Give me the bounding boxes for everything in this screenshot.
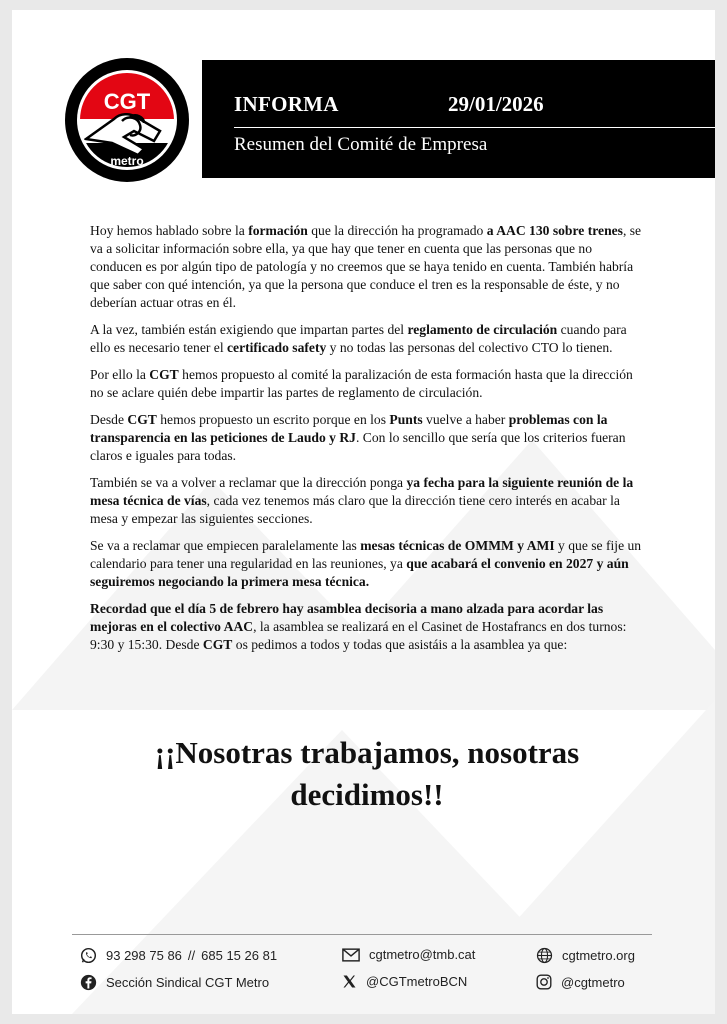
text-run: También se va a volver a reclamar que la dirección ponga: [90, 475, 407, 490]
text-run: os pedimos a todos y todas que asistáis a la asamblea ya que:: [232, 637, 568, 652]
bold-text: mesas técnicas de OMMM y AMI: [360, 538, 555, 553]
bold-text: que acabará el convenio en 2027 y aún seguiremos negociando la primera mesa técnica.: [90, 556, 629, 589]
facebook-icon: [80, 974, 97, 991]
text-run: , la asamblea se realizará en el Casinet de Hostafrancs en dos turnos: 9:30 y 15:30. Desde: [90, 619, 627, 652]
cgt-metro-logo: [64, 57, 190, 183]
footer-email: [342, 947, 475, 962]
x-twitter-icon: [342, 974, 357, 989]
instagram-link[interactable]: @cgtmetro: [561, 974, 625, 990]
bold-text: a AAC 130 sobre trenes: [486, 223, 623, 238]
bold-text: formación: [248, 223, 308, 238]
bold-text: certificado safety: [227, 340, 327, 355]
logo-brand-text: CGT: [103, 89, 151, 114]
text-run: , cada vez tenemos más claro que la dirección tiene cero interés en acabar la mesa y empezar las siguientes secciones.: [90, 493, 620, 526]
text-run: , se va a solicitar información sobre ella, ya que hay que tener en cuenta que las personas que no conducen es por algún tipo de patología y no creemos que se haya tenido en cuenta. También habría que saber con qué intención, ya que la persona que conduce el tren es la responsable de éste, y no deberían actuar otras en él.: [90, 223, 642, 310]
footer-website: [536, 947, 635, 964]
text-run: vuelve a haber: [422, 412, 509, 427]
text-run: Por ello la: [90, 367, 150, 382]
header-date: 29/01/2026: [448, 92, 544, 116]
header-divider: [234, 127, 715, 128]
footer-phones: [80, 947, 277, 964]
instagram-icon: [536, 974, 552, 990]
body-paragraph: [90, 537, 642, 591]
text-run: hemos propuesto un escrito porque en los: [156, 412, 390, 427]
footer-instagram: [536, 974, 625, 990]
header-banner: [202, 60, 715, 178]
body-text: [90, 222, 642, 663]
body-paragraph: [90, 600, 642, 654]
text-run: que la dirección ha programado: [307, 223, 487, 238]
text-run: y que se fije un calendario para tener una regularidad en las reuniones, ya: [90, 538, 642, 571]
text-run: Desde: [90, 412, 128, 427]
phone-2[interactable]: 685 15 26 81: [201, 948, 278, 963]
bold-text: Punts: [389, 412, 423, 427]
slogan-line-1: ¡¡Nosotras trabajamos, nosotras: [154, 735, 580, 770]
document-page: [12, 10, 715, 1014]
footer-x: [342, 974, 467, 989]
bold-text: CGT: [202, 637, 233, 652]
whatsapp-icon: [80, 947, 97, 964]
header-title: INFORMA: [234, 92, 339, 116]
body-paragraph: [90, 321, 642, 357]
text-run: A la vez, también están exigiendo que impartan partes del: [90, 322, 408, 337]
header-subtitle: Resumen del Comité de Empresa: [234, 134, 488, 155]
bold-text: problemas con la transparencia en las peticiones de Laudo y RJ: [90, 412, 608, 445]
text-run: hemos propuesto al comité la paralización de esta formación hasta que la dirección no se aclare quién debe impartir las partes de reglamento de circulación.: [90, 367, 633, 400]
x-handle-link[interactable]: @CGTmetroBCN: [366, 974, 468, 989]
text-run: Hoy hemos hablado sobre la: [90, 223, 249, 238]
bold-text: Recordad que el día 5 de febrero hay asamblea decisoria a mano alzada para acordar las mejoras en el colectivo AAC: [90, 601, 604, 634]
body-paragraph: [90, 366, 642, 402]
text-run: Se va a reclamar que empiecen paralelamente las: [90, 538, 361, 553]
website-link[interactable]: cgtmetro.org: [562, 948, 635, 963]
facebook-link[interactable]: Sección Sindical CGT Metro: [106, 975, 270, 990]
logo-sub-text: metro: [110, 154, 144, 168]
bold-text: reglamento de circulación: [407, 322, 558, 337]
body-paragraph: [90, 474, 642, 528]
phone-1[interactable]: 93 298 75 86: [106, 948, 182, 963]
bold-text: ya fecha para la siguiente reunión de la mesa técnica de vías: [90, 475, 634, 508]
slogan: [72, 732, 662, 816]
slogan-line-2: decidimos!!: [290, 777, 444, 812]
phone-separator: //: [187, 948, 196, 963]
body-paragraph: [90, 411, 642, 465]
bold-text: CGT: [149, 367, 179, 382]
text-run: y no todas las personas del colectivo CTO lo tienen.: [326, 340, 613, 355]
mail-icon: [342, 948, 360, 962]
globe-icon: [536, 947, 553, 964]
body-paragraph: [90, 222, 642, 312]
text-run: cuando para ello es necesario tener el: [90, 322, 627, 355]
footer-divider: [72, 934, 652, 935]
text-run: . Con lo sencillo que sería que los criterios fueran claros e iguales para todas.: [90, 430, 626, 463]
email-link[interactable]: cgtmetro@tmb.cat: [369, 947, 476, 962]
footer-facebook: [80, 974, 269, 991]
bold-text: CGT: [127, 412, 157, 427]
